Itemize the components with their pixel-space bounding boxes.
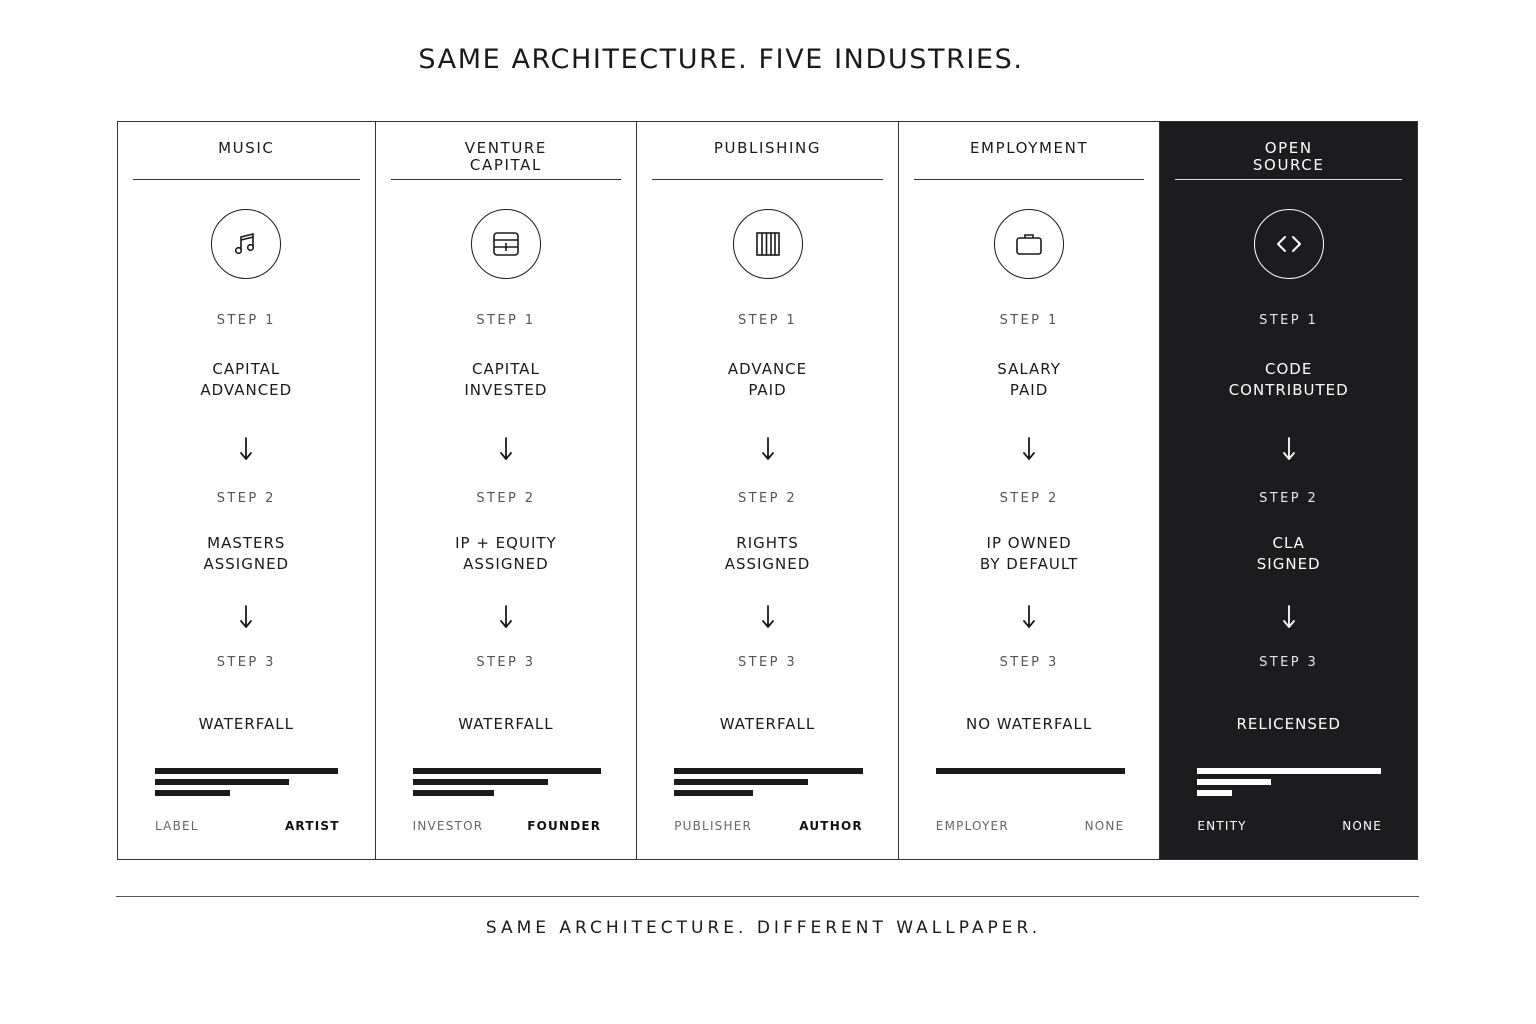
briefcase-icon [994,209,1064,279]
split-bar [936,768,1125,774]
header-divider [133,179,360,180]
split-bars [155,768,338,801]
down-arrow-icon [760,604,776,630]
split-bar [413,768,601,774]
step-label: STEP 3 [999,655,1059,670]
down-arrow-icon [1021,604,1037,630]
step-label: STEP 2 [476,491,536,506]
down-arrow-icon [238,604,254,630]
code-brackets-icon [1254,209,1324,279]
music-note-icon [211,209,281,279]
split-bars [936,768,1123,779]
books-icon [733,209,803,279]
step-text: ADVANCE PAID [727,360,808,399]
step-text: RELICENSED [1236,715,1341,733]
industry-column [637,122,899,859]
footer-left-party: EMPLOYER [935,819,1009,833]
footer-left-party: LABEL [155,819,199,833]
split-bar [1197,779,1271,785]
split-bars [674,768,861,801]
industry-column [1160,122,1417,859]
step-text: MASTERS ASSIGNED [203,534,290,573]
industry-column [376,122,638,859]
step-text: CODE CONTRIBUTED [1228,360,1349,399]
down-arrow-icon [760,436,776,462]
footer-right-party: ARTIST [284,819,340,833]
step-label: STEP 1 [1259,313,1319,328]
down-arrow-icon [238,436,254,462]
step-label: STEP 3 [476,655,536,670]
step-label: STEP 3 [1259,655,1319,670]
step-text: RIGHTS ASSIGNED [724,534,811,573]
step-text: IP + EQUITY ASSIGNED [455,534,557,573]
header-divider [1175,179,1402,180]
split-bar [674,768,863,774]
step-label: STEP 3 [737,655,798,670]
step-text: SALARY PAID [997,360,1061,399]
split-bar [155,790,230,796]
header-divider [914,179,1145,180]
header-divider [652,179,883,180]
industry-column [899,122,1161,859]
split-bars [1197,768,1380,801]
header-divider [391,179,622,180]
bottom-divider [116,896,1419,897]
footer-right-party: NONE [1084,819,1125,833]
down-arrow-icon [1281,436,1297,462]
split-bar [674,779,808,785]
down-arrow-icon [498,436,514,462]
split-bars [413,768,600,801]
step-label: STEP 1 [216,313,276,328]
footer-right-party: FOUNDER [527,819,602,833]
footer-left-party: INVESTOR [412,819,484,833]
tagline: SAME ARCHITECTURE. DIFFERENT WALLPAPER. [485,918,1042,938]
footer-left-party: PUBLISHER [674,819,753,833]
step-text: CAPITAL ADVANCED [200,360,293,399]
step-label: STEP 2 [999,491,1059,506]
step-text: NO WATERFALL [965,715,1093,733]
step-label: STEP 2 [216,491,276,506]
split-bar [413,779,548,785]
down-arrow-icon [1281,604,1297,630]
step-label: STEP 1 [476,313,536,328]
briefcase-ledger-icon [471,209,541,279]
split-bar [155,768,338,774]
industries-panel [117,121,1418,860]
down-arrow-icon [498,604,514,630]
page-title: SAME ARCHITECTURE. FIVE INDUSTRIES. [418,44,1024,75]
step-text: IP OWNED BY DEFAULT [979,534,1079,573]
step-label: STEP 3 [216,655,276,670]
step-text: WATERFALL [198,715,294,733]
industry-column [118,122,376,859]
footer-left-party: ENTITY [1197,819,1247,833]
column-header: MUSIC [218,139,275,157]
step-text: WATERFALL [458,715,554,733]
footer-right-party: AUTHOR [799,819,863,833]
split-bar [1197,790,1232,796]
split-bar [674,790,753,796]
column-header: OPEN SOURCE [1252,139,1325,174]
down-arrow-icon [1021,436,1037,462]
split-bar [1197,768,1381,774]
footer-right-party: NONE [1342,819,1382,833]
split-bar [155,779,289,785]
step-text: CAPITAL INVESTED [464,360,548,399]
step-text: WATERFALL [719,715,816,733]
column-header: PUBLISHING [713,139,822,157]
step-text: CLA SIGNED [1256,534,1321,573]
step-label: STEP 1 [999,313,1059,328]
column-header: EMPLOYMENT [969,139,1089,157]
step-label: STEP 1 [737,313,798,328]
column-header: VENTURE CAPITAL [464,139,547,174]
step-label: STEP 2 [1259,491,1319,506]
split-bar [413,790,494,796]
step-label: STEP 2 [737,491,798,506]
